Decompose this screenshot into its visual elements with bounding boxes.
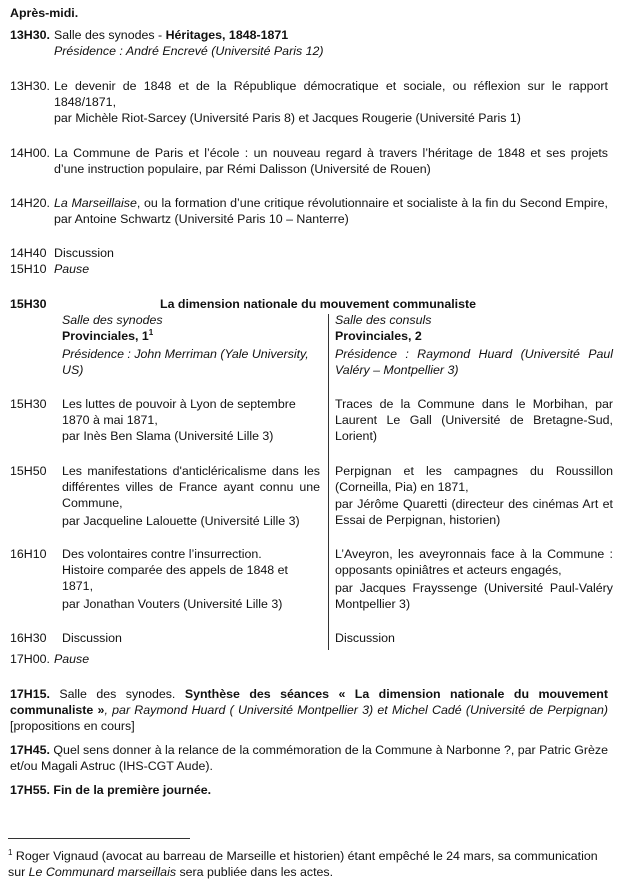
talk-time: 15H50 xyxy=(10,464,47,478)
talk-speaker: par Jérôme Quaretti (directeur des cinémas Art et Essai de Perpignan, historien) xyxy=(335,497,613,527)
discussion-label: Discussion xyxy=(335,631,395,645)
footnote-italic-title: Le Communard marseillais xyxy=(28,865,177,879)
talk-text: Les manifestations d'anticléricalisme dans les différentes villes de France ayant connu une Commune, xyxy=(62,464,320,510)
talk-line: Des volontaires contre l’insurrection. xyxy=(62,547,262,561)
session-time: 13H30. xyxy=(10,28,50,42)
talk-text: Traces de la Commune dans le Morbihan, par Laurent Le Gall (Université de Bretagne-Sud, Lorient) xyxy=(335,397,613,443)
talk-rest: , ou la formation d’une critique révolutionnaire et socialiste à la fin du Second Empire, par Antoine Schwartz (Université Paris 10 – Nanterre) xyxy=(54,196,608,226)
afternoon-heading: Après-midi. xyxy=(10,6,79,20)
synthesis-session xyxy=(10,686,608,734)
talk-speakers: par Michèle Riot-Sarcey (Université Paris 8) et Jacques Rougerie (Université Paris 1) xyxy=(54,111,521,125)
chair-left: Présidence : John Merriman (Yale University, US) xyxy=(62,347,309,377)
discussion-label: Discussion xyxy=(54,246,114,260)
session-time: 17H15. xyxy=(10,687,50,701)
talk-time: 13H30. xyxy=(10,79,50,93)
panel-title-text: Provinciales, 1 xyxy=(62,329,149,343)
pause-time: 17H00. xyxy=(10,652,50,666)
session-note: [propositions en cours] xyxy=(10,719,135,733)
talk-time: 15H30 xyxy=(10,397,47,411)
session-speakers: , par Raymond Huard ( Université Montpellier 3) et Michel Cadé (Université de Perpignan) xyxy=(104,703,608,717)
talk-speaker: par Jacqueline Lalouette (Université Lille 3) xyxy=(62,514,300,528)
discussion-label: Discussion xyxy=(62,631,122,645)
session-title: La dimension nationale du mouvement communaliste xyxy=(160,297,477,311)
footnote-number: 1 xyxy=(8,847,13,857)
talk-italic-title: La Marseillaise xyxy=(54,196,137,210)
pause-label: Pause xyxy=(54,262,90,276)
talk-line: 1870 à mai 1871, xyxy=(62,413,158,427)
footnote-ref: 1 xyxy=(148,327,154,337)
pause-time: 15H10 xyxy=(10,262,47,276)
discussion-time: 14H40 xyxy=(10,246,47,260)
footnote xyxy=(8,848,608,880)
talk-line: par Inès Ben Slama (Université Lille 3) xyxy=(62,429,274,443)
talk-text: L’Aveyron, les aveyronnais face à la Commune : opposants opiniâtres et acteurs engagés, xyxy=(335,547,613,577)
room-left: Salle des synodes xyxy=(62,313,163,327)
session-header xyxy=(54,27,288,43)
session-title: Synthèse des séances « La dimension nationale du mouvement communaliste » xyxy=(10,687,608,717)
column-divider xyxy=(328,314,329,650)
talk-time: 14H00. xyxy=(10,146,50,160)
session-title: Héritages, 1848-1871 xyxy=(165,28,289,42)
footnote-separator xyxy=(8,838,190,839)
session-room: Salle des synodes. xyxy=(49,687,185,701)
panel-left-title xyxy=(62,328,320,344)
pause-label: Pause xyxy=(54,652,90,666)
footnote-text: Roger Vignaud (avocat au barreau de Marseille et historien) étant empêché le 24 mars, sa communication sur xyxy=(8,849,598,879)
session-room: Salle des synodes - xyxy=(54,28,166,42)
end-of-day: 17H55. Fin de la première journée. xyxy=(10,783,212,797)
talk-title: Le devenir de 1848 et de la République démocratique et sociale, ou réflexion sur le rapport 1848/1871, xyxy=(54,79,608,109)
talk-text xyxy=(54,195,608,227)
talk-time: 16H10 xyxy=(10,547,47,561)
discussion-time: 16H30 xyxy=(10,631,47,645)
talk-line: par Jonathan Vouters (Université Lille 3) xyxy=(62,597,283,611)
talk-line: Histoire comparée des appels de 1848 et xyxy=(62,563,288,577)
session-time: 15H30 xyxy=(10,297,47,311)
room-right: Salle des consuls xyxy=(335,313,432,327)
talk-time: 14H20. xyxy=(10,196,50,210)
session-text: Quel sens donner à la relance de la commémoration de la Commune à Narbonne ?, par Patric Grèze et/ou Magali Astruc (IHS-CGT Aude). xyxy=(10,743,608,773)
session-time: 17H45. xyxy=(10,743,50,757)
talk-line: Les luttes de pouvoir à Lyon de septembre xyxy=(62,397,296,411)
talk-line: 1871, xyxy=(62,579,94,593)
footnote-text-end: sera publiée dans les actes. xyxy=(176,865,334,879)
talk-speaker: par Jacques Frayssenge (Université Paul-Valéry Montpellier 3) xyxy=(335,581,613,611)
panel-right-title: Provinciales, 2 xyxy=(335,329,422,343)
talk-text: La Commune de Paris et l’école : un nouveau regard à travers l’héritage de 1848 et ses projets d’une instruction populaire, par Rémi Dalisson (Université de Rouen) xyxy=(54,146,608,176)
talk-text: Perpignan et les campagnes du Roussillon (Corneilla, Pia) en 1871, xyxy=(335,464,613,494)
chair-right: Présidence : Raymond Huard (Université Paul Valéry – Montpellier 3) xyxy=(335,347,613,377)
session-chair: Présidence : André Encrevé (Université Paris 12) xyxy=(54,44,324,58)
narbonne-session xyxy=(10,742,608,774)
